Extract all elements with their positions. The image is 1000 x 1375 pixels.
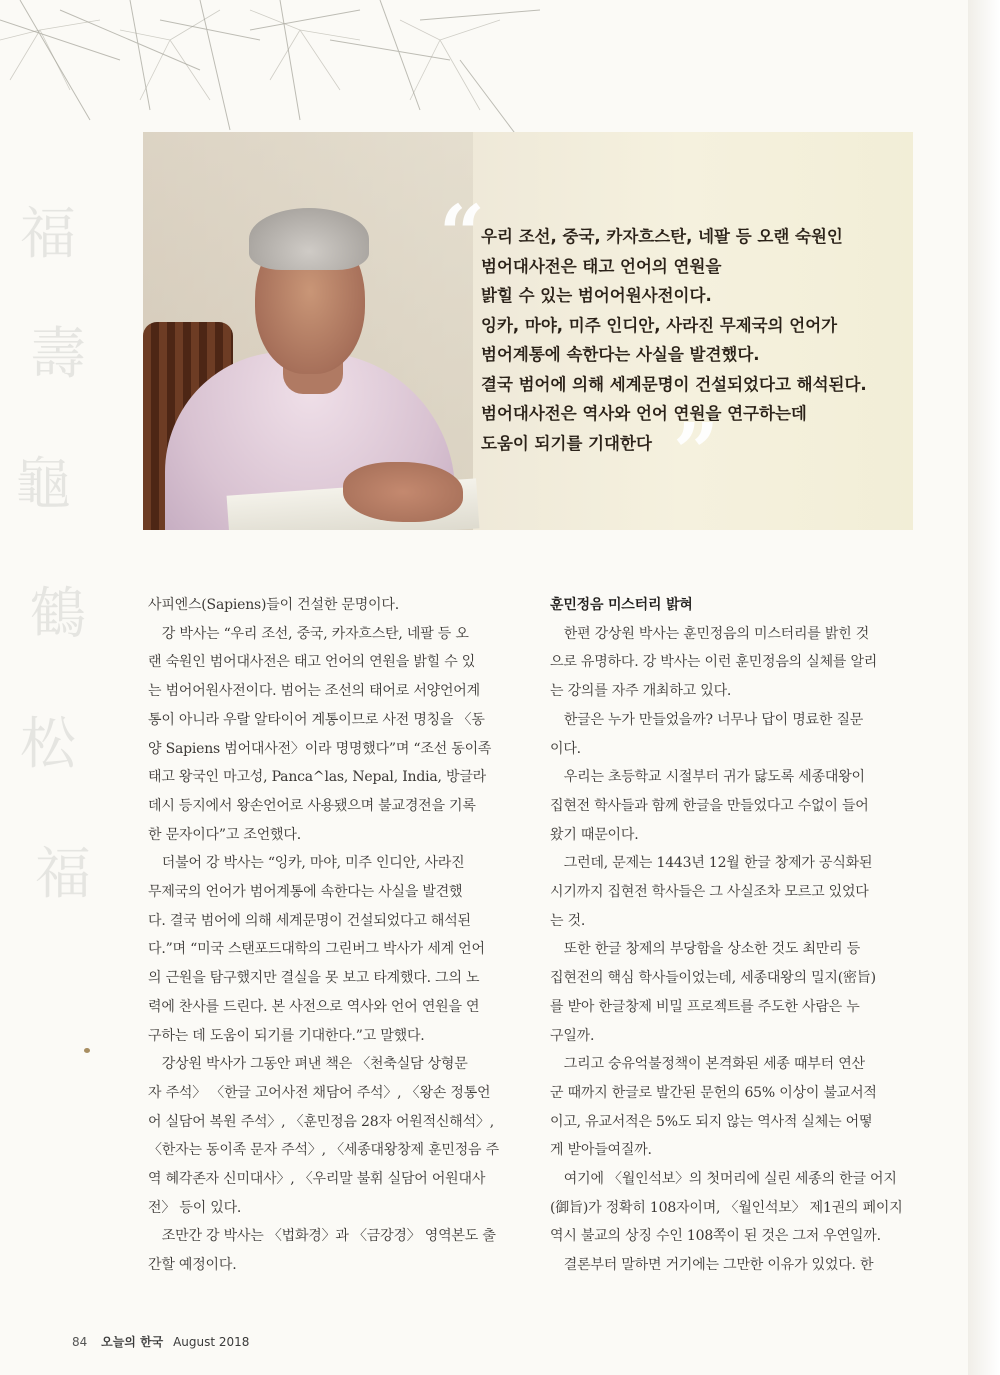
body-line: 력에 찬사를 드린다. 본 사전으로 역사와 언어 연원을 연 — [148, 998, 480, 1015]
body-line: 랜 숙원인 범어대사전은 태고 언어의 연원을 밝힐 수 있 — [148, 654, 476, 671]
body-line: 군 때까지 한글로 발간된 문헌의 65% 이상이 불교서적 — [550, 1084, 877, 1101]
body-line: 한글은 누가 만들었을까? 너무나 답이 명료한 질문 — [550, 711, 864, 728]
body-line: 전〉 등이 있다. — [148, 1199, 242, 1216]
body-line: 의 근원을 탐구했지만 결실을 못 보고 타계했다. 그의 노 — [148, 970, 480, 987]
left-column — [148, 591, 518, 1280]
body-line: 으로 유명하다. 강 박사는 이런 훈민정음의 실체를 알리 — [550, 654, 878, 671]
body-line: 또한 한글 창제의 부당함을 상소한 것도 최만리 등 — [550, 941, 861, 958]
body-line: 태고 왕국인 마고성, Panca^las, Nepal, India, 방글라 — [148, 769, 487, 786]
body-line: 〈한자는 동이족 문자 주석〉, 〈세종대왕창제 훈민정음 주 — [148, 1142, 499, 1159]
body-line: 그리고 숭유억불정책이 본격화된 세종 때부터 연산 — [550, 1056, 865, 1073]
body-line: 자 주석〉 〈한글 고어사전 채담어 주석〉, 〈왕손 정통언 — [148, 1084, 491, 1101]
pull-quote-line: 범어대사전은 태고 언어의 연원을 — [481, 256, 722, 276]
pull-quote-line: 밝힐 수 있는 범어어원사전이다. — [481, 286, 712, 305]
body-line: 무제국의 언어가 범어계통에 속한다는 사실을 발견했 — [148, 884, 463, 901]
body-line: 다. 결국 범어에 의해 세계문명이 건설되었다고 해석된 — [148, 912, 471, 929]
body-line: 구일까. — [550, 1027, 595, 1044]
photo-hair — [249, 208, 369, 270]
quote-close-icon: ” — [673, 405, 720, 499]
body-line: 한 문자이다”고 조언했다. — [148, 826, 301, 843]
right-column — [550, 591, 920, 1280]
body-line: 데시 등지에서 왕손언어로 사용됐으며 불교경전을 기록 — [148, 797, 476, 814]
background-calligraphy: 福 壽 龜 鶴 松 福 — [15, 202, 91, 907]
page-number: 84 — [72, 1335, 88, 1349]
body-line: 역시 불교의 상징 수인 108쪽이 된 것은 그저 우연일까. — [550, 1228, 881, 1245]
body-line: 왔기 때문이다. — [550, 826, 639, 843]
body-line: 여기에 〈월인석보〉의 첫머리에 실린 세종의 한글 어지 — [550, 1171, 897, 1188]
body-line: 통이 아니라 우랄 알타이어 계통이므로 사전 명칭을 〈동 — [148, 711, 485, 728]
page-edge — [968, 0, 1000, 1375]
pull-quote-line: 범어계통에 속한다는 사실을 발견했다. — [481, 345, 760, 364]
pull-quote-line: 범어대사전은 역사와 언어 연원을 연구하는데 — [481, 404, 807, 423]
body-line: 집현전 학사들과 함께 한글을 만들었다고 수없이 들어 — [550, 797, 869, 814]
photo-hand — [343, 462, 463, 522]
body-line: 구하는 데 도움이 되기를 기대한다.”고 말했다. — [148, 1027, 425, 1044]
body-line: 게 받아들여질까. — [550, 1142, 652, 1159]
pull-quote-line: 우리 조선, 중국, 카자흐스탄, 네팔 등 오랜 숙원인 — [481, 227, 843, 246]
body-line: 조만간 강 박사는 〈법화경〉과 〈금강경〉 영역본도 출 — [148, 1228, 496, 1245]
body-line: 그런데, 문제는 1443년 12월 한글 창제가 공식화된 — [550, 855, 873, 872]
body-line: 우리는 초등학교 시절부터 귀가 닳도록 세종대왕이 — [550, 769, 865, 786]
body-line: 간할 예정이다. — [148, 1257, 237, 1274]
magazine-name: 오늘의 한국 — [101, 1335, 164, 1349]
body-line: 이고, 유교서적은 5%도 되지 않는 역사적 실체는 어떻 — [550, 1113, 873, 1130]
body-line: 는 범어어원사전이다. 범어는 조선의 태어로 서양언어계 — [148, 683, 480, 700]
body-line: 양 Sapiens 범어대사전〉이라 명명했다”며 “조선 동이족 — [148, 740, 492, 757]
pull-quote-line: 도움이 되기를 기대한다 — [481, 433, 652, 453]
quote-open-icon: “ — [439, 187, 486, 281]
body-line: 는 것. — [550, 912, 586, 929]
body-line: 역 혜각존자 신미대사〉, 〈우리말 불휘 실담어 어원대사 — [148, 1171, 486, 1188]
pull-quote-line: 잉카, 마야, 미주 인디안, 사라진 무제국의 언어가 — [481, 315, 838, 335]
body-line: 시기까지 집현전 학사들은 그 사실조차 모르고 있었다 — [550, 884, 869, 901]
body-line: 강 박사는 “우리 조선, 중국, 카자흐스탄, 네팔 등 오 — [148, 625, 469, 642]
body-line: 사피엔스(Sapiens)들이 건설한 문명이다. — [148, 597, 399, 613]
body-line: 를 받아 한글창제 비밀 프로젝트를 주도한 사람은 누 — [550, 998, 860, 1015]
body-line: 다.”며 “미국 스탠포드대학의 그린버그 박사가 세계 언어 — [148, 941, 485, 958]
body-line: 어 실담어 복원 주석〉, 〈훈민정음 28자 어원적신해석〉, — [148, 1113, 494, 1130]
section-heading: 훈민정음 미스터리 밝혀 — [550, 597, 693, 613]
body-line: 이다. — [550, 740, 581, 757]
body-line: (御旨)가 정확히 108자이며, 〈월인석보〉 제1권의 페이지 — [550, 1199, 903, 1216]
body-line: 한편 강상원 박사는 훈민정음의 미스터리를 밝힌 것 — [550, 625, 870, 642]
body-line: 결론부터 말하면 거기에는 그만한 이유가 있었다. 한 — [550, 1257, 874, 1274]
pull-quote-line: 결국 범어에 의해 세계문명이 건설되었다고 해석된다. — [481, 374, 867, 394]
page-footer — [72, 1333, 249, 1350]
issue-date: August 2018 — [173, 1335, 250, 1349]
body-line: 는 강의를 자주 개최하고 있다. — [550, 683, 732, 700]
body-line: 강상원 박사가 그동안 펴낸 책은 〈천축실담 상형문 — [148, 1056, 468, 1073]
body-line: 집현전의 핵심 학사들이었는데, 세종대왕의 밀지(密旨) — [550, 970, 876, 987]
interview-photo — [143, 132, 913, 530]
print-speck — [84, 1048, 90, 1053]
body-line: 더불어 강 박사는 “잉카, 마야, 미주 인디안, 사라진 — [148, 855, 465, 872]
